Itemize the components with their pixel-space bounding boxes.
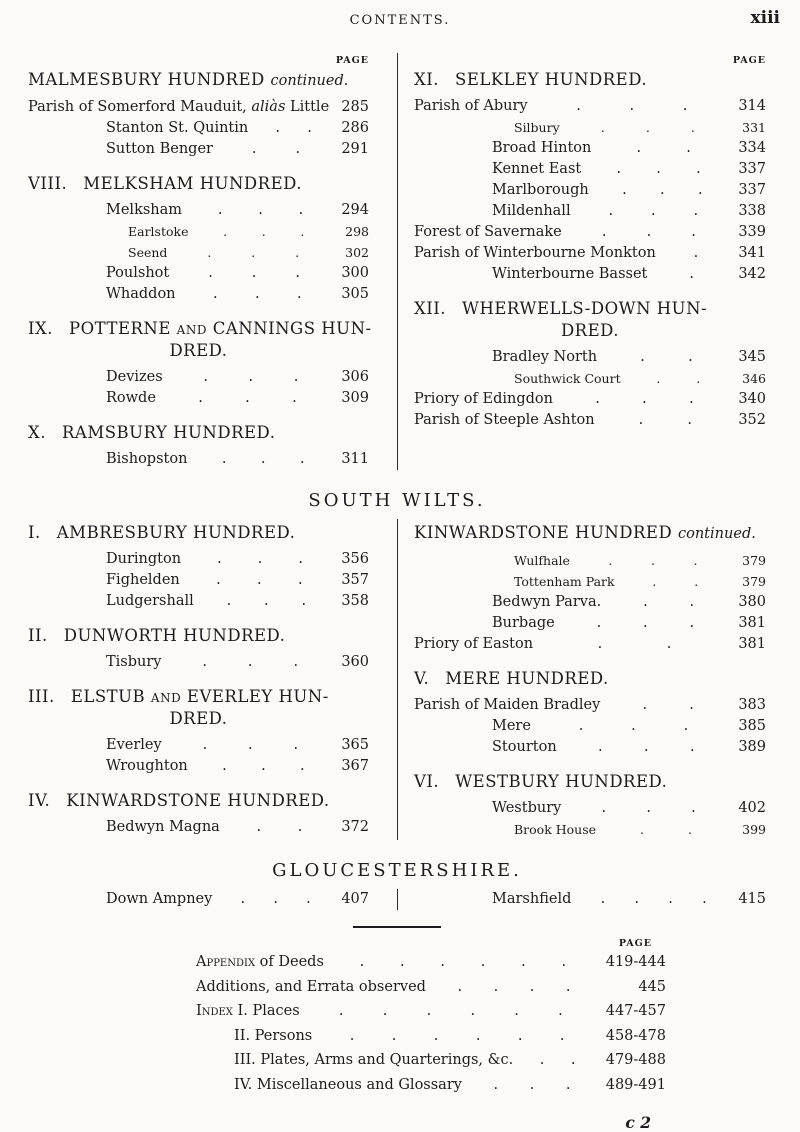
dot-leader: . . <box>597 636 672 652</box>
dot-leader: . . . <box>198 390 297 406</box>
toc-entry <box>414 159 766 180</box>
appendix-entry <box>196 1024 666 1049</box>
appendix-page-range: 489-491 <box>605 1076 666 1093</box>
north-wilts-columns <box>28 53 766 470</box>
toc-entry <box>414 117 766 138</box>
entry-name: Forest of Savernake <box>414 224 562 240</box>
entry-page-number: 352 <box>738 412 766 428</box>
heading-numeral: III. <box>28 687 55 706</box>
hundred-heading <box>28 69 369 92</box>
toc-entry <box>28 549 369 570</box>
toc-entry <box>28 570 369 591</box>
entry-page-number: 339 <box>738 224 766 240</box>
hundred-heading <box>28 173 369 195</box>
toc-entry <box>414 96 766 117</box>
toc-entry <box>28 221 369 242</box>
heading-title: SELKLEY HUNDRED. <box>455 70 648 89</box>
appendix-page-label: PAGE <box>618 938 652 949</box>
toc-entry <box>28 97 369 118</box>
toc-entry <box>414 819 766 840</box>
entry-name: Bedwyn Magna <box>106 819 220 835</box>
toc-entry <box>414 347 766 368</box>
dot-leader: . . . . . . <box>338 1003 563 1019</box>
entry-name: Poulshot <box>106 265 170 281</box>
entry-name: Devizes <box>106 369 163 385</box>
heading-title-line2: DRED. <box>169 341 228 360</box>
appendix-page-range: 419-444 <box>605 954 666 970</box>
heading-numeral: II. <box>28 626 48 645</box>
toc-entry <box>28 756 369 777</box>
toc-entry <box>414 798 766 819</box>
entry-name: Fighelden <box>106 572 180 588</box>
entry-name: Sutton Benger <box>106 141 213 157</box>
dot-leader: . . <box>643 594 695 610</box>
page-header <box>0 0 800 47</box>
heading-numeral: X. <box>28 423 46 442</box>
entry-page-number: 341 <box>738 245 766 261</box>
entry-page-number: 305 <box>341 286 369 302</box>
dot-leader: . . . <box>221 451 305 467</box>
dot-leader: . . . . <box>600 891 707 907</box>
entry-page-number: 285 <box>341 99 369 115</box>
dot-leader: . . . <box>596 615 695 631</box>
entry-page-number: 402 <box>738 800 766 816</box>
entry-name: Silbury <box>514 120 560 135</box>
toc-entry <box>414 695 766 716</box>
heading-title: WHERWELLS-DOWN HUN- <box>462 299 708 318</box>
dot-leader: . <box>689 266 694 282</box>
entry-page-number: 334 <box>738 140 766 156</box>
hundred-heading <box>28 318 372 362</box>
entry-page-number: 294 <box>341 202 369 218</box>
heading-title-line2: DRED. <box>169 709 228 728</box>
toc-entry <box>28 817 369 838</box>
toc-entry <box>28 591 369 612</box>
entry-name: Tottenham Park <box>514 574 615 589</box>
dot-leader: . . . <box>578 718 689 734</box>
dot-leader: . . . <box>223 224 305 239</box>
toc-entry <box>28 200 369 221</box>
entry-page-number: 309 <box>341 390 369 406</box>
heading-title: ELSTUB and EVERLEY HUN- <box>70 687 329 706</box>
toc-entry <box>414 222 766 243</box>
dot-leader: . . <box>539 1052 576 1068</box>
entry-name: Earlstoke <box>128 224 189 239</box>
entry-page-number: 300 <box>341 265 369 281</box>
entry-name: Burbage <box>492 615 555 631</box>
toc-column-left <box>28 889 397 910</box>
dot-leader: . . . <box>608 203 699 219</box>
appendix-page-range: 479-488 <box>605 1052 666 1068</box>
toc-entry <box>414 243 766 264</box>
dot-leader: . . . . . . <box>359 954 567 970</box>
toc-entry <box>414 737 766 758</box>
hundred-heading <box>414 69 766 91</box>
toc-column-left <box>28 519 397 840</box>
dot-leader: . . <box>638 412 692 428</box>
entry-name: Mildenhall <box>492 203 571 219</box>
toc-column-right <box>397 889 766 910</box>
toc-entry <box>28 118 369 139</box>
entry-page-number: 407 <box>341 891 369 907</box>
appendix-label-text: IV. Miscellaneous and Glossary <box>234 1076 462 1093</box>
appendix-label-text: of Deeds <box>255 954 324 970</box>
entry-name: Bradley North <box>492 349 598 365</box>
dot-leader: . . . <box>202 654 299 670</box>
appendix-entry <box>196 975 666 1000</box>
toc-entry <box>414 550 766 571</box>
entry-name: Priory of Edingdon <box>414 391 553 407</box>
toc-entry <box>28 263 369 284</box>
entry-name: Whaddon <box>106 286 176 302</box>
entry-page-number: 356 <box>341 551 369 567</box>
hundred-heading <box>28 790 369 812</box>
entry-name: Stanton St. Quintin <box>106 120 249 136</box>
heading-continued: continued. <box>677 526 756 542</box>
entry-name: Marshfield <box>492 891 572 907</box>
toc-entry <box>414 180 766 201</box>
entry-name: Brook House <box>514 822 597 837</box>
entry-page-number: 415 <box>738 891 766 907</box>
dot-leader: . . . <box>208 265 300 281</box>
hundred-heading <box>414 522 766 545</box>
dot-leader: . . . <box>601 800 696 816</box>
dot-leader: . . . <box>207 245 300 260</box>
heading-title: POTTERNE and CANNINGS HUN- <box>69 319 372 338</box>
heading-title: KINWARDSTONE HUNDRED <box>414 523 678 542</box>
toc-entry <box>28 139 369 160</box>
appendix-page-range: 447-457 <box>605 1003 666 1019</box>
entry-page-number: 286 <box>341 120 369 136</box>
heading-title: DUNWORTH HUNDRED. <box>63 626 286 645</box>
toc-entry <box>414 889 766 910</box>
entry-page-number: 389 <box>738 739 766 755</box>
entry-name: Seend <box>128 245 168 260</box>
entry-name: Tisbury <box>106 654 162 670</box>
appendix-entry-label <box>234 1048 513 1073</box>
dot-leader: . . <box>642 697 694 713</box>
entry-page-number: 365 <box>341 737 369 753</box>
entry-name: Winterbourne Basset <box>492 266 648 282</box>
entry-name: Marlborough <box>492 182 589 198</box>
entry-name: Wroughton <box>106 758 188 774</box>
toc-entry <box>414 571 766 592</box>
heading-numeral: IV. <box>28 791 51 810</box>
toc-column-left <box>28 53 397 470</box>
appendix-entry <box>196 1048 666 1073</box>
toc-entry <box>414 634 766 655</box>
page-column-label: PAGE <box>732 55 766 66</box>
entry-name: Everley <box>106 737 162 753</box>
entry-page-number: 298 <box>345 224 369 239</box>
appendix-entry <box>196 1073 666 1098</box>
entry-name: Parish of Steeple Ashton <box>414 412 595 428</box>
heading-numeral: XI. <box>414 70 440 89</box>
entry-page-number: 357 <box>341 572 369 588</box>
entry-name: Southwick Court <box>514 371 621 386</box>
heading-title: MALMESBURY HUNDRED <box>28 70 271 89</box>
entry-page-number: 342 <box>738 266 766 282</box>
dot-leader: . . . <box>202 737 299 753</box>
entry-name: Parish of Somerford Mauduit, aliàs Little <box>28 99 330 115</box>
toc-entry <box>28 284 369 305</box>
toc-entry <box>28 889 369 910</box>
dot-leader: . . . <box>601 224 696 240</box>
gloucestershire-title: GLOUCESTERSHIRE. <box>272 860 522 881</box>
entry-name: Parish of Winterbourne Monkton <box>414 245 656 261</box>
entry-name: Bedwyn Parva. <box>492 594 602 610</box>
toc-entry <box>414 368 766 389</box>
heading-numeral: XII. <box>414 299 447 318</box>
hundred-heading <box>28 625 369 647</box>
section-divider-rule <box>353 926 441 928</box>
toc-column-right <box>397 519 766 840</box>
entry-page-number: 291 <box>341 141 369 157</box>
dot-leader: . . <box>652 574 699 589</box>
entry-page-number: 383 <box>738 697 766 713</box>
hundred-heading <box>414 668 766 690</box>
dot-leader: . . . <box>600 120 695 135</box>
hundred-heading <box>28 686 369 730</box>
entry-page-number: 385 <box>738 718 766 734</box>
entry-page-number: 345 <box>738 349 766 365</box>
entry-name: Wulfhale <box>514 553 570 568</box>
heading-numeral: VIII. <box>28 174 68 193</box>
dot-leader: . . . <box>240 891 311 907</box>
south-wilts-title: SOUTH WILTS. <box>308 490 486 511</box>
entry-name: Westbury <box>492 800 562 816</box>
south-wilts-columns <box>28 519 766 840</box>
entry-name: Ludgershall <box>106 593 194 609</box>
dot-leader: . . <box>636 140 691 156</box>
entry-page-number: 302 <box>345 245 369 260</box>
dot-leader: . . . . . . <box>349 1027 565 1044</box>
heading-numeral: IX. <box>28 319 54 338</box>
toc-entry <box>414 138 766 159</box>
dot-leader: . . <box>256 819 303 835</box>
toc-entry <box>414 264 766 285</box>
dot-leader: . . . <box>217 551 303 567</box>
hundred-heading <box>28 522 369 544</box>
contents-body <box>28 53 766 1132</box>
appendix-entry-label <box>234 1024 312 1049</box>
entry-name: Kennet East <box>492 161 582 177</box>
heading-title: RAMSBURY HUNDRED. <box>62 423 276 442</box>
toc-entry <box>414 716 766 737</box>
toc-entry <box>28 449 369 470</box>
hundred-heading <box>414 298 766 342</box>
entry-page-number: 381 <box>738 636 766 652</box>
heading-title: MERE HUNDRED. <box>445 669 609 688</box>
heading-numeral: VI. <box>414 772 440 791</box>
appendix-label-text: II. Persons <box>234 1027 313 1044</box>
dot-leader: . <box>693 245 699 261</box>
entry-page-number: 337 <box>738 182 766 198</box>
entry-name: Mere <box>492 718 531 734</box>
entry-page-number: 358 <box>341 593 369 609</box>
entry-page-number: 340 <box>738 391 766 407</box>
appendix-entry <box>196 950 666 975</box>
folio-number: xiii <box>750 8 780 28</box>
dot-leader: . . . <box>217 202 304 218</box>
appendix-label-smallcaps: Appendix <box>196 954 256 970</box>
running-title: CONTENTS. <box>349 13 451 28</box>
entry-name: Parish of Maiden Bradley <box>414 697 601 713</box>
dot-leader: . . <box>656 371 701 386</box>
hundred-heading <box>28 422 369 444</box>
heading-title: AMBRESBURY HUNDRED. <box>56 523 296 542</box>
entry-page-number: 380 <box>738 594 766 610</box>
appendix-entry <box>196 999 666 1024</box>
appendix-entry-label <box>196 950 324 975</box>
entry-page-number: 360 <box>341 654 369 670</box>
entry-name: Durington <box>106 551 182 567</box>
entry-name: Priory of Easton <box>414 636 534 652</box>
heading-continued: continued. <box>270 73 349 89</box>
dot-leader: . . . <box>622 182 703 198</box>
dot-leader: . . . <box>616 161 701 177</box>
appendix-entry-label <box>196 975 426 1000</box>
dot-leader: . . <box>251 141 301 157</box>
toc-entry <box>28 242 369 263</box>
gloucestershire-columns <box>28 889 766 910</box>
appendix-block <box>196 936 666 1097</box>
entry-page-number: 379 <box>742 553 766 568</box>
page-column-label: PAGE <box>335 55 369 66</box>
heading-title: KINWARDSTONE HUNDRED. <box>66 791 330 810</box>
dot-leader: . . . <box>608 553 698 568</box>
heading-title: WESTBURY HUNDRED. <box>455 772 668 791</box>
entry-name: Down Ampney <box>106 891 213 907</box>
toc-entry <box>414 389 766 410</box>
dot-leader: . . . <box>203 369 299 385</box>
dot-leader: . . . <box>576 98 688 114</box>
dot-leader: . . . <box>493 1076 571 1093</box>
appendix-label-text: I. Places <box>232 1003 300 1019</box>
toc-entry <box>28 735 369 756</box>
dot-leader: . . . <box>222 758 305 774</box>
entry-page-number: 346 <box>742 371 766 386</box>
entry-page-number: 381 <box>738 615 766 631</box>
entry-page-number: 338 <box>738 203 766 219</box>
appendix-entry-label <box>196 999 300 1024</box>
toc-entry <box>28 652 369 673</box>
appendix-label-text: Additions, and Errata observed <box>196 978 426 995</box>
entry-page-number: 379 <box>742 574 766 589</box>
appendix-label-text: III. Plates, Arms and Quarterings, &c. <box>234 1052 514 1068</box>
entry-page-number: 337 <box>738 161 766 177</box>
toc-entry <box>414 410 766 431</box>
appendix-page-range: 445 <box>638 978 666 995</box>
heading-numeral: I. <box>28 523 41 542</box>
entry-name: Broad Hinton <box>492 140 592 156</box>
entry-page-number: 306 <box>341 369 369 385</box>
toc-column-right <box>397 53 766 470</box>
dot-leader: . . <box>640 822 692 837</box>
dot-leader: . . <box>640 349 693 365</box>
dot-leader: . . <box>275 120 312 136</box>
entry-page-number: 399 <box>742 822 766 837</box>
signature-mark: c 2 <box>625 1113 651 1132</box>
entry-name: Parish of Abury <box>414 98 528 114</box>
dot-leader: . . . <box>226 593 307 609</box>
hundred-heading <box>414 771 766 793</box>
appendix-label-smallcaps: Index <box>196 1003 233 1019</box>
dot-leader: . . . <box>598 739 695 755</box>
heading-numeral: V. <box>414 669 430 688</box>
toc-entry <box>28 388 369 409</box>
dot-leader: . . . <box>595 391 694 407</box>
entry-page-number: 372 <box>341 819 369 835</box>
dot-leader: . . . <box>212 286 302 302</box>
heading-title: MELKSHAM HUNDRED. <box>83 174 303 193</box>
entry-name: Stourton <box>492 739 557 755</box>
entry-page-number: 331 <box>742 120 766 135</box>
entry-name: Bishopston <box>106 451 188 467</box>
appendix-page-range: 458-478 <box>605 1027 666 1044</box>
toc-entry <box>414 613 766 634</box>
toc-entry <box>414 592 766 613</box>
entry-name: Rowde <box>106 390 156 406</box>
toc-entry <box>28 367 369 388</box>
toc-entry <box>414 201 766 222</box>
entry-name: Melksham <box>106 202 183 218</box>
dot-leader: . . . . <box>457 978 571 995</box>
appendix-entry-label <box>234 1073 462 1098</box>
dot-leader: . . . <box>216 572 303 588</box>
entry-page-number: 314 <box>738 98 766 114</box>
entry-page-number: 311 <box>341 451 369 467</box>
heading-title-line2: DRED. <box>560 321 620 340</box>
entry-page-number: 367 <box>341 758 369 774</box>
